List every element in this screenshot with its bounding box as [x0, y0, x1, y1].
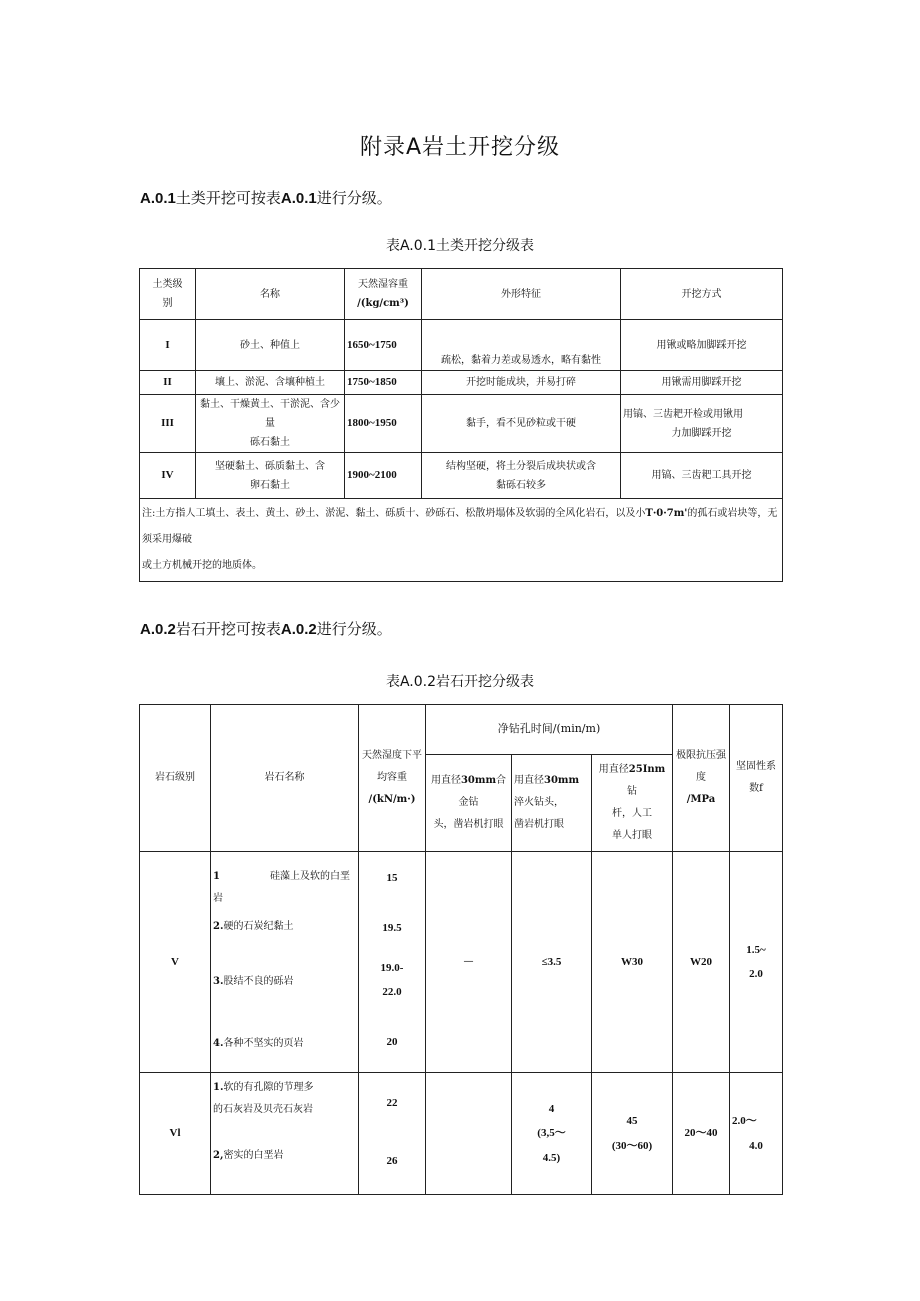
rock-item: 2.硬的石炭纪黏土: [213, 921, 294, 932]
table-reference: A.0.2: [280, 621, 317, 638]
header-coefficient: 坚固性系数f: [730, 705, 783, 852]
name-cell: 砂土、种值上: [196, 320, 345, 371]
density-cell: 1900~2100: [345, 453, 422, 499]
paragraph-a01: [140, 187, 392, 208]
density-cell: 22 26: [359, 1073, 426, 1195]
drill-manual-cell: 45 (30～60): [592, 1073, 673, 1195]
rock-names-cell: 1.软的有孔隙的节理多 的石灰岩及贝壳石灰岩 2,密实的白垩岩: [211, 1073, 359, 1195]
table-row-v: [140, 852, 783, 1073]
drill-alloy-cell: —: [426, 852, 512, 1073]
method-cell: 用镐、三齿耙开检或用锹用 力加脚踩开挖: [621, 395, 783, 453]
table-header-row: [140, 705, 783, 755]
drill-alloy-cell: [426, 1073, 512, 1195]
density-cell: 15 19.5 19.0- 22.0 20: [359, 852, 426, 1073]
grade-cell: V: [140, 852, 211, 1073]
grade-cell: III: [140, 395, 196, 453]
table-row: [140, 371, 783, 395]
table-row: [140, 320, 783, 371]
header-grade: 土类级 别: [140, 269, 196, 320]
table2-caption: 表A.0.2岩石开挖分级表: [385, 674, 535, 690]
name-cell: 坚硬黏土、砾质黏土、含 卵石黏土: [196, 453, 345, 499]
table-row: [140, 395, 783, 453]
header-name: 名称: [196, 269, 345, 320]
page-title: 附录A岩土开挖分级: [359, 135, 561, 160]
table-row: [140, 453, 783, 499]
density-cell: 1750~1850: [345, 371, 422, 395]
paragraph-text: 进行分级。: [316, 189, 392, 207]
header-grade: 岩石级别: [140, 705, 211, 852]
table-note: 注:土方指人工填土、表土、黄土、砂土、淤泥、黏土、砾质十、砂砾石、松散坍塌体及软弱的全风化岩石，以及小T·0·7m'的孤石或岩块等，无须采用爆破 或土方机械开挖的地质体。: [140, 499, 783, 582]
rock-item: 3.股结不良的砾岩: [213, 976, 294, 987]
method-cell: 用锹或略加脚踩开挖: [621, 320, 783, 371]
paragraph-a02: [140, 618, 392, 639]
rock-item: 1 硅藻上及软的白垩岩: [213, 871, 350, 904]
table-header-row: [140, 269, 783, 320]
name-cell: 黏土、干燥黄土、干淤泥、含少量 砾石黏土: [196, 395, 345, 453]
rock-item: 2,密实的白垩岩: [213, 1150, 284, 1161]
coefficient-cell: 1.5~ 2.0: [730, 852, 783, 1073]
method-cell: 用镐、三齿耙工具开挖: [621, 453, 783, 499]
drill-manual-cell: W30: [592, 852, 673, 1073]
paragraph-text: 进行分级。: [316, 620, 392, 638]
header-strength: 极限抗压强度 /MPa: [673, 705, 730, 852]
feature-cell: 疏松，黏着力差或易透水，略有黏性: [422, 320, 621, 371]
table-note-row: [140, 499, 783, 582]
drill-quenched-cell: 4 (3,5～ 4.5): [512, 1073, 592, 1195]
header-drill-quenched: 用直径30mm 淬火钻头， 凿岩机打眼: [512, 755, 592, 852]
feature-cell: 开挖时能成块，并易打碎: [422, 371, 621, 395]
feature-cell: 结构坚硬，将土分裂后成块状或含 黏砾石较多: [422, 453, 621, 499]
soil-classification-table: [139, 268, 783, 582]
density-cell: 1800~1950: [345, 395, 422, 453]
header-name: 岩石名称: [211, 705, 359, 852]
drill-quenched-cell: ≤3.5: [512, 852, 592, 1073]
grade-cell: II: [140, 371, 196, 395]
table1-caption: 表A.0.1土类开挖分级表: [385, 238, 535, 254]
rock-classification-table: [139, 704, 783, 1195]
coefficient-cell: 2.0～ 4.0: [730, 1073, 783, 1195]
method-cell: 用锹需用脚踩开挖: [621, 371, 783, 395]
header-method: 开挖方式: [621, 269, 783, 320]
section-number: A.0.2: [140, 621, 176, 638]
header-density: 天然湿度下平 均容重 /(kN/m·): [359, 705, 426, 852]
strength-cell: 20～40: [673, 1073, 730, 1195]
header-drill-time: 净钻孔时间/(min/m): [426, 705, 673, 755]
header-density: 天然湿容重 /(kg/cm³): [345, 269, 422, 320]
table-reference: A.0.1: [280, 190, 317, 207]
section-number: A.0.1: [140, 190, 176, 207]
header-feature: 外形特征: [422, 269, 621, 320]
grade-cell: Vl: [140, 1073, 211, 1195]
rock-item: 4.各种不坚实的页岩: [213, 1038, 304, 1049]
header-drill-alloy: 用直径30mm合金钻 头，凿岩机打眼: [426, 755, 512, 852]
paragraph-text: 土类开挖可按表: [175, 189, 281, 207]
table-row-vi: [140, 1073, 783, 1195]
feature-cell: 黏手，看不见砂粒或干硬: [422, 395, 621, 453]
rock-item: 1.软的有孔隙的节理多: [213, 1082, 314, 1093]
header-drill-manual: 用直径25Inm钻 杆，人工 单人打眼: [592, 755, 673, 852]
grade-cell: I: [140, 320, 196, 371]
name-cell: 壤上、淤泥、含壤种植土: [196, 371, 345, 395]
rock-names-cell: [211, 852, 359, 1073]
grade-cell: IV: [140, 453, 196, 499]
strength-cell: W20: [673, 852, 730, 1073]
density-cell: 1650~1750: [345, 320, 422, 371]
paragraph-text: 岩石开挖可按表: [175, 620, 281, 638]
